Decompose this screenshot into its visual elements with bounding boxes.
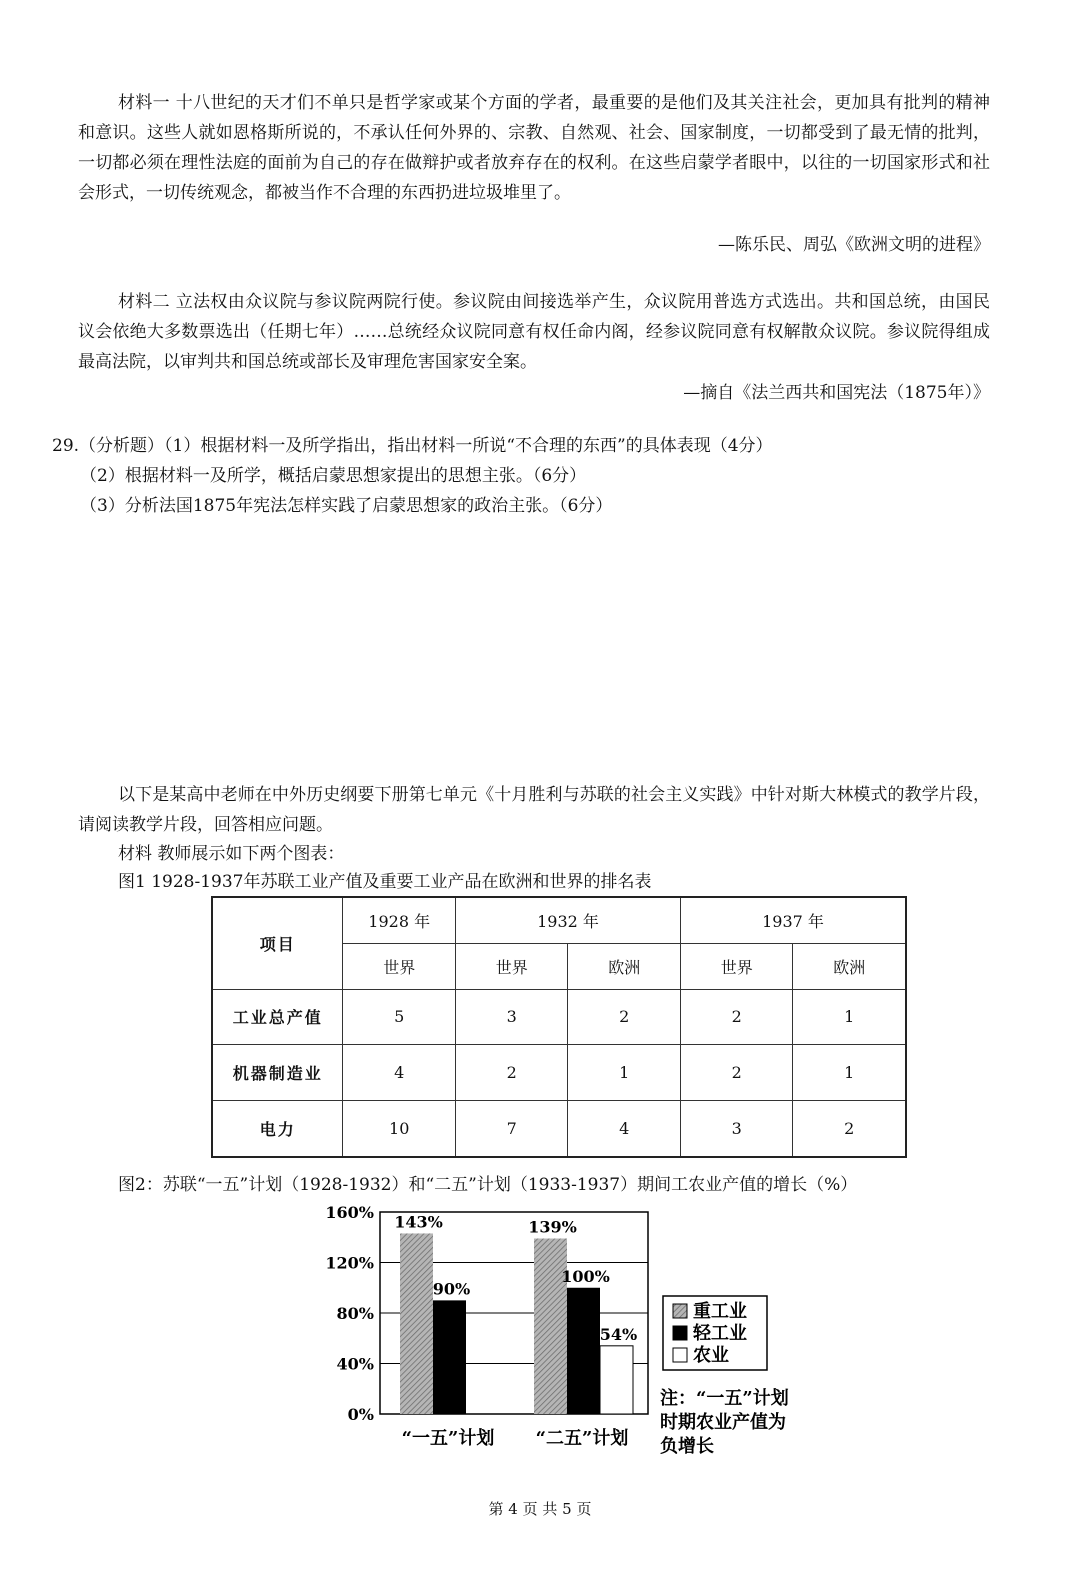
sub-header: 世界 (456, 943, 568, 989)
legend-swatch (673, 1348, 687, 1362)
table-cell: 2 (568, 989, 680, 1045)
year-header: 1937 年 (680, 897, 906, 943)
table-row (212, 1045, 906, 1101)
question-29-part-2: （2）根据材料一及所学，概括启蒙思想家提出的思想主张。（6分） (80, 466, 587, 486)
y-tick-label: 80% (336, 1304, 374, 1323)
y-tick-label: 160% (325, 1203, 374, 1222)
data-label: 143% (394, 1212, 443, 1232)
bar-轻工业 (567, 1288, 600, 1414)
table-row (212, 1100, 906, 1157)
x-tick-label: “一五”计划 (401, 1428, 495, 1449)
row-label: 电力 (212, 1100, 343, 1157)
row-label: 工业总产值 (212, 989, 343, 1045)
sub-header: 世界 (680, 943, 792, 989)
x-tick-label: “二五”计划 (535, 1428, 629, 1449)
data-label: 139% (528, 1217, 577, 1237)
material-two-source: —摘自《法兰西共和国宪法（1875年）》 (683, 383, 990, 403)
chart-note: 时期农业产值为 (660, 1412, 786, 1433)
year-header: 1932 年 (456, 897, 681, 943)
material-one-source: —陈乐民、周弘《欧洲文明的进程》 (718, 235, 990, 255)
page-footer: 第 4 页 共 5 页 (488, 1500, 592, 1518)
data-label: 90% (432, 1279, 471, 1299)
sub-header: 欧洲 (793, 943, 906, 989)
figure-1-title: 图1 1928-1937年苏联工业产值及重要工业产品在欧洲和世界的排名表 (118, 872, 652, 892)
y-tick-label: 120% (325, 1253, 374, 1273)
table-cell: 5 (343, 989, 456, 1045)
material-two-text: 材料二 立法权由众议院与参议院两院行使。参议院由间接选举产生，众议院用普选方式选出。共和国总统，由国民议会依绝大多数票选出（任期七年）……总统经众议院同意有权任命内阁，经参议院同意有权解散众议院。参议院得组成最高法院，以审判共和国总统或部长及审理危害国家安全案。 (78, 292, 990, 372)
material-label: 材料 教师展示如下两个图表： (118, 844, 345, 864)
year-header: 1928 年 (343, 897, 456, 943)
material-one-text: 材料一 十八世纪的天才们不单只是哲学家或某个方面的学者，最重要的是他们及其关注社会，更加具有批判的精神和意识。这些人就如恩格斯所说的，不承认任何外界的、宗教、自然观、社会、国家制度，一切都受到了最无情的批判，一切都必须在理性法庭的面前为自己的存在做辩护或者放弃存在的权利。在这些启蒙学者眼中，以往的一切国家形式和社会形式，一切传统观念，都被当作不合理的东西扔进垃圾堆里了。 (78, 93, 990, 203)
table-cell: 4 (568, 1100, 680, 1157)
table-cell: 3 (680, 1100, 792, 1157)
question-29-part-3: （3）分析法国1875年宪法怎样实践了启蒙思想家的政治主张。（6分） (80, 496, 613, 516)
sub-header: 欧洲 (568, 943, 680, 989)
y-tick-label: 40% (336, 1354, 374, 1374)
legend-label: 轻工业 (693, 1323, 747, 1344)
table-cell: 2 (680, 989, 792, 1045)
ranking-table (211, 896, 907, 1158)
bar-重工业 (534, 1239, 567, 1414)
y-tick-label: 0% (347, 1405, 374, 1424)
bar-重工业 (400, 1233, 433, 1414)
table-cell: 1 (568, 1045, 680, 1101)
growth-bar-chart (310, 1200, 830, 1460)
question-29-part-1: 29.（分析题）（1）根据材料一及所学指出，指出材料一所说“不合理的东西”的具体表现（4分） (52, 436, 773, 456)
table-cell: 2 (793, 1100, 906, 1157)
chart-note: 注：“一五”计划 (660, 1388, 789, 1409)
bar-轻工业 (433, 1300, 466, 1414)
table-cell: 4 (343, 1045, 456, 1101)
table-cell: 2 (456, 1045, 568, 1101)
table-corner: 项目 (212, 897, 343, 989)
sub-header: 世界 (343, 943, 456, 989)
data-label: 54% (599, 1324, 638, 1344)
legend-swatch (673, 1304, 687, 1318)
bar-农业 (600, 1346, 633, 1414)
chart-note: 负增长 (660, 1436, 714, 1457)
intro-text: 以下是某高中老师在中外历史纲要下册第七单元《十月胜利与苏联的社会主义实践》中针对斯大林模式的教学片段，请阅读教学片段，回答相应问题。 (78, 785, 990, 835)
table-cell: 1 (793, 989, 906, 1045)
table-cell: 1 (793, 1045, 906, 1101)
table-cell: 2 (680, 1045, 792, 1101)
row-label: 机器制造业 (212, 1045, 343, 1101)
table-cell: 3 (456, 989, 568, 1045)
data-label: 100% (561, 1266, 610, 1286)
table-cell: 7 (456, 1100, 568, 1157)
figure-2-title: 图2：苏联“一五”计划（1928-1932）和“二五”计划（1933-1937）期间工农业产值的增长（%） (118, 1175, 858, 1195)
table-row (212, 989, 906, 1045)
legend-label: 农业 (693, 1345, 729, 1366)
legend-swatch (673, 1326, 687, 1340)
table-cell: 10 (343, 1100, 456, 1157)
legend-label: 重工业 (693, 1301, 747, 1322)
